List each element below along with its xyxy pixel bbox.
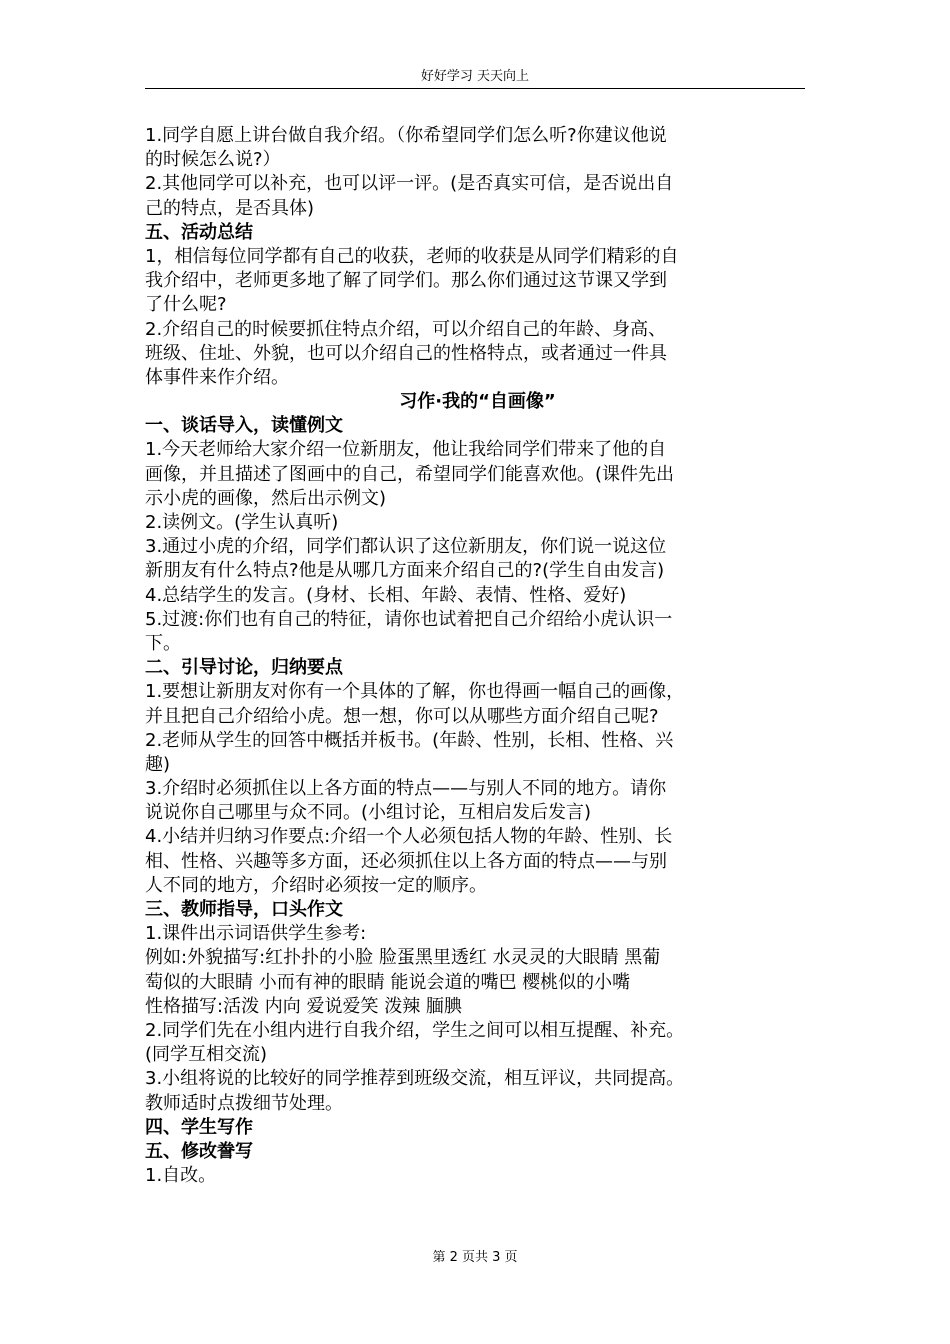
document-body xyxy=(145,124,810,1188)
text-line: 2.同学们先在小组内进行自我介绍，学生之间可以相互提醒、补充。 xyxy=(145,1019,685,1041)
text-line: 性格描写:活泼 内向 爱说爱笑 泼辣 腼腆 xyxy=(145,995,462,1017)
section-heading: 五、修改誊写 xyxy=(145,1140,253,1162)
text-line: 人不同的地方，介绍时必须按一定的顺序。 xyxy=(145,874,487,896)
text-line: (同学互相交流) xyxy=(145,1044,268,1066)
section-heading: 习作·我的“自画像” xyxy=(399,391,556,413)
text-line: 1，相信每位同学都有自己的收获，老师的收获是从同学们精彩的自 xyxy=(145,245,679,267)
text-line: 1.今天老师给大家介绍一位新朋友，他让我给同学们带来了他的自 xyxy=(145,439,667,461)
page-footer xyxy=(0,1248,950,1268)
page-number: 第 2 页共 3 页 xyxy=(432,1250,518,1265)
page-header xyxy=(145,66,805,89)
text-line: 画像，并且描述了图画中的自己，希望同学们能喜欢他。(课件先出 xyxy=(145,463,675,485)
text-line: 下。 xyxy=(145,632,181,654)
text-line: 2.老师从学生的回答中概括并板书。(年龄、性别，长相、性格、兴 xyxy=(145,729,674,751)
text-line: 己的特点，是否具体) xyxy=(145,197,315,219)
text-line: 2.读例文。(学生认真听) xyxy=(145,512,339,533)
text-line: 并且把自己介绍给小虎。想一想，你可以从哪些方面介绍自己呢? xyxy=(145,705,659,727)
text-line: 班级、住址、外貌，也可以介绍自己的性格特点，或者通过一件具 xyxy=(145,342,667,364)
text-line: 趣) xyxy=(145,753,171,775)
text-line: 2.介绍自己的时候要抓住特点介绍，可以介绍自己的年龄、身高、 xyxy=(145,318,667,340)
section-heading: 三、教师指导，口头作文 xyxy=(145,899,343,920)
section-heading: 二、引导讨论，归纳要点 xyxy=(145,657,343,679)
text-line: 2.其他同学可以补充，也可以评一评。(是否真实可信，是否说出自 xyxy=(145,173,674,195)
text-line: 1.要想让新朋友对你有一个具体的了解，你也得画一幅自己的画像， xyxy=(145,681,685,703)
text-line: 示小虎的画像，然后出示例文) xyxy=(145,487,387,509)
text-line: 说说你自己哪里与众不同。(小组讨论，互相启发后发言) xyxy=(145,802,592,824)
text-line: 1.课件出示词语供学生参考: xyxy=(145,923,367,945)
text-line: 3.通过小虎的介绍，同学们都认识了这位新朋友，你们说一说这位 xyxy=(145,536,667,558)
text-line: 相、性格、兴趣等多方面，还必须抓住以上各方面的特点——与别 xyxy=(145,850,667,872)
text-line: 5.过渡:你们也有自己的特征，请你也试着把自己介绍给小虎认识一 xyxy=(145,608,673,630)
text-line: 4.总结学生的发言。(身材、长相、年龄、表情、性格、爱好) xyxy=(145,584,627,606)
text-line: 了什么呢? xyxy=(145,294,227,316)
section-heading: 四、学生写作 xyxy=(145,1116,253,1138)
text-line: 例如:外貌描写:红扑扑的小脸 脸蛋黑里透红 水灵灵的大眼睛 黑葡 xyxy=(145,947,661,969)
section-heading: 五、活动总结 xyxy=(145,221,253,243)
text-line: 的时候怎么说?） xyxy=(145,149,281,171)
text-line: 1.同学自愿上讲台做自我介绍。（你希望同学们怎么听?你建议他说 xyxy=(145,125,667,146)
section-heading: 一、谈话导入，读懂例文 xyxy=(145,415,343,437)
text-line: 4.小结并归纳习作要点:介绍一个人必须包括人物的年龄、性别、长 xyxy=(145,826,673,848)
text-line: 3.介绍时必须抓住以上各方面的特点——与别人不同的地方。请你 xyxy=(145,778,667,800)
text-line: 1.自改。 xyxy=(145,1165,217,1187)
text-line: 我介绍中，老师更多地了解了同学们。那么你们通过这节课又学到 xyxy=(145,270,667,292)
text-line: 教师适时点拨细节处理。 xyxy=(145,1092,343,1114)
header-text: 好好学习 天天向上 xyxy=(420,69,530,84)
text-line: 体事件来作介绍。 xyxy=(145,366,289,388)
text-line: 3.小组将说的比较好的同学推荐到班级交流，相互评议，共同提高。 xyxy=(145,1068,685,1090)
text-line: 萄似的大眼睛 小而有神的眼睛 能说会道的嘴巴 樱桃似的小嘴 xyxy=(145,971,631,993)
text-line: 新朋友有什么特点?他是从哪几方面来介绍自己的?(学生自由发言) xyxy=(145,560,665,582)
